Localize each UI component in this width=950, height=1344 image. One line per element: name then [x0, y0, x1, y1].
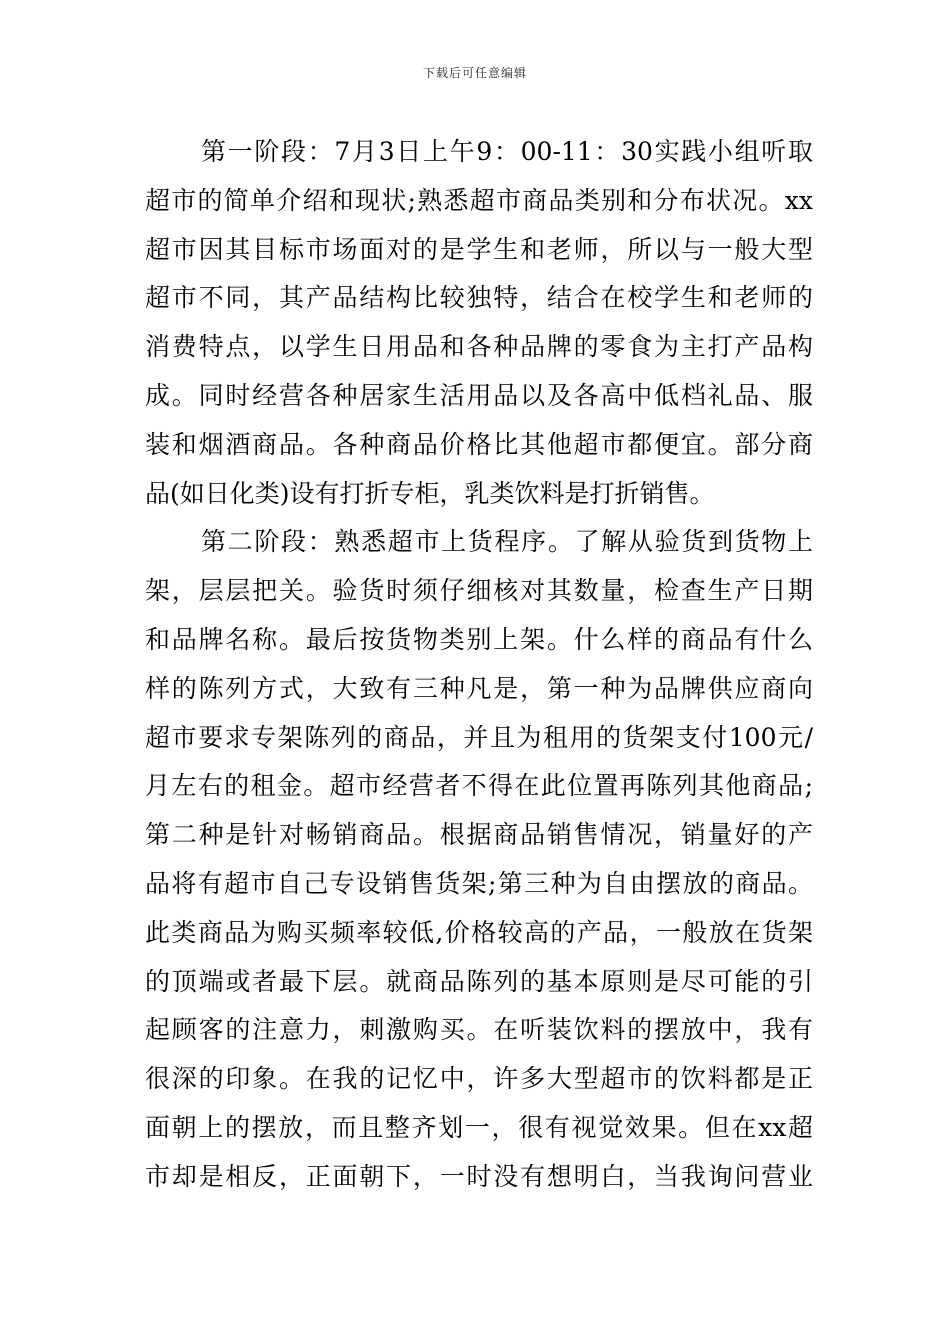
paragraph-1-line-8: 品(如日化类)设有打折专柜，乳类饮料是打折销售。: [145, 478, 715, 508]
paragraph-2-line-14: 市却是相反，正面朝下，一时没有想明白，当我询问营业: [145, 1161, 813, 1191]
paragraph-2-line-11: 起顾客的注意力，刺激购买。在听装饮料的摆放中，我有: [145, 1015, 813, 1045]
paragraph-1-line-3: 超市因其目标市场面对的是学生和老师，所以与一般大型: [145, 234, 813, 264]
paragraph-1-line-7: 装和烟酒商品。各种商品价格比其他超市都便宜。部分商: [145, 429, 813, 459]
paragraph-2-line-6: 月左右的租金。超市经营者不得在此位置再陈列其他商品;: [145, 771, 813, 801]
paragraph-2-line-13: 面朝上的摆放，而且整齐划一，很有视觉效果。但在xx超: [145, 1112, 813, 1142]
paragraph-2-line-8: 品将有超市自己专设销售货架;第三种为自由摆放的商品。: [145, 868, 813, 898]
paragraph-2-line-12: 很深的印象。在我的记忆中，许多大型超市的饮料都是正: [145, 1064, 813, 1094]
page-header: 下载后可任意编辑: [422, 66, 527, 80]
paragraph-1-line-4: 超市不同，其产品结构比较独特，结合在校学生和老师的: [145, 283, 813, 313]
paragraph-2-line-4: 样的陈列方式，大致有三种凡是，第一种为品牌供应商向: [145, 673, 813, 703]
paragraph-1-line-6: 成。同时经营各种居家生活用品以及各高中低档礼品、服: [145, 380, 813, 410]
paragraph-2-line-7: 第二种是针对畅销商品。根据商品销售情况，销量好的产: [145, 820, 813, 850]
paragraph-1-line-1: 第一阶段：7月3日上午9：00-11：30实践小组听取: [201, 137, 813, 166]
paragraph-1-line-2: 超市的简单介绍和现状;熟悉超市商品类别和分布状况。xx: [145, 185, 813, 215]
paragraph-2-line-3: 和品牌名称。最后按货物类别上架。什么样的商品有什么: [145, 624, 813, 654]
paragraph-2-line-10: 的顶端或者最下层。就商品陈列的基本原则是尽可能的引: [145, 966, 813, 996]
paragraph-2-line-5: 超市要求专架陈列的商品，并且为租用的货架支付100元/: [145, 722, 813, 752]
paragraph-1-line-5: 消费特点，以学生日用品和各种品牌的零食为主打产品构: [145, 332, 813, 362]
document-body: [145, 128, 813, 1202]
paragraph-2-line-9: 此类商品为购买频率较低,价格较高的产品，一般放在货架: [145, 917, 813, 947]
paragraph-2-line-1: 第二阶段：熟悉超市上货程序。了解从验货到货物上: [201, 527, 813, 557]
paragraph-2-line-2: 架，层层把关。验货时须仔细核对其数量，检查生产日期: [145, 576, 813, 606]
